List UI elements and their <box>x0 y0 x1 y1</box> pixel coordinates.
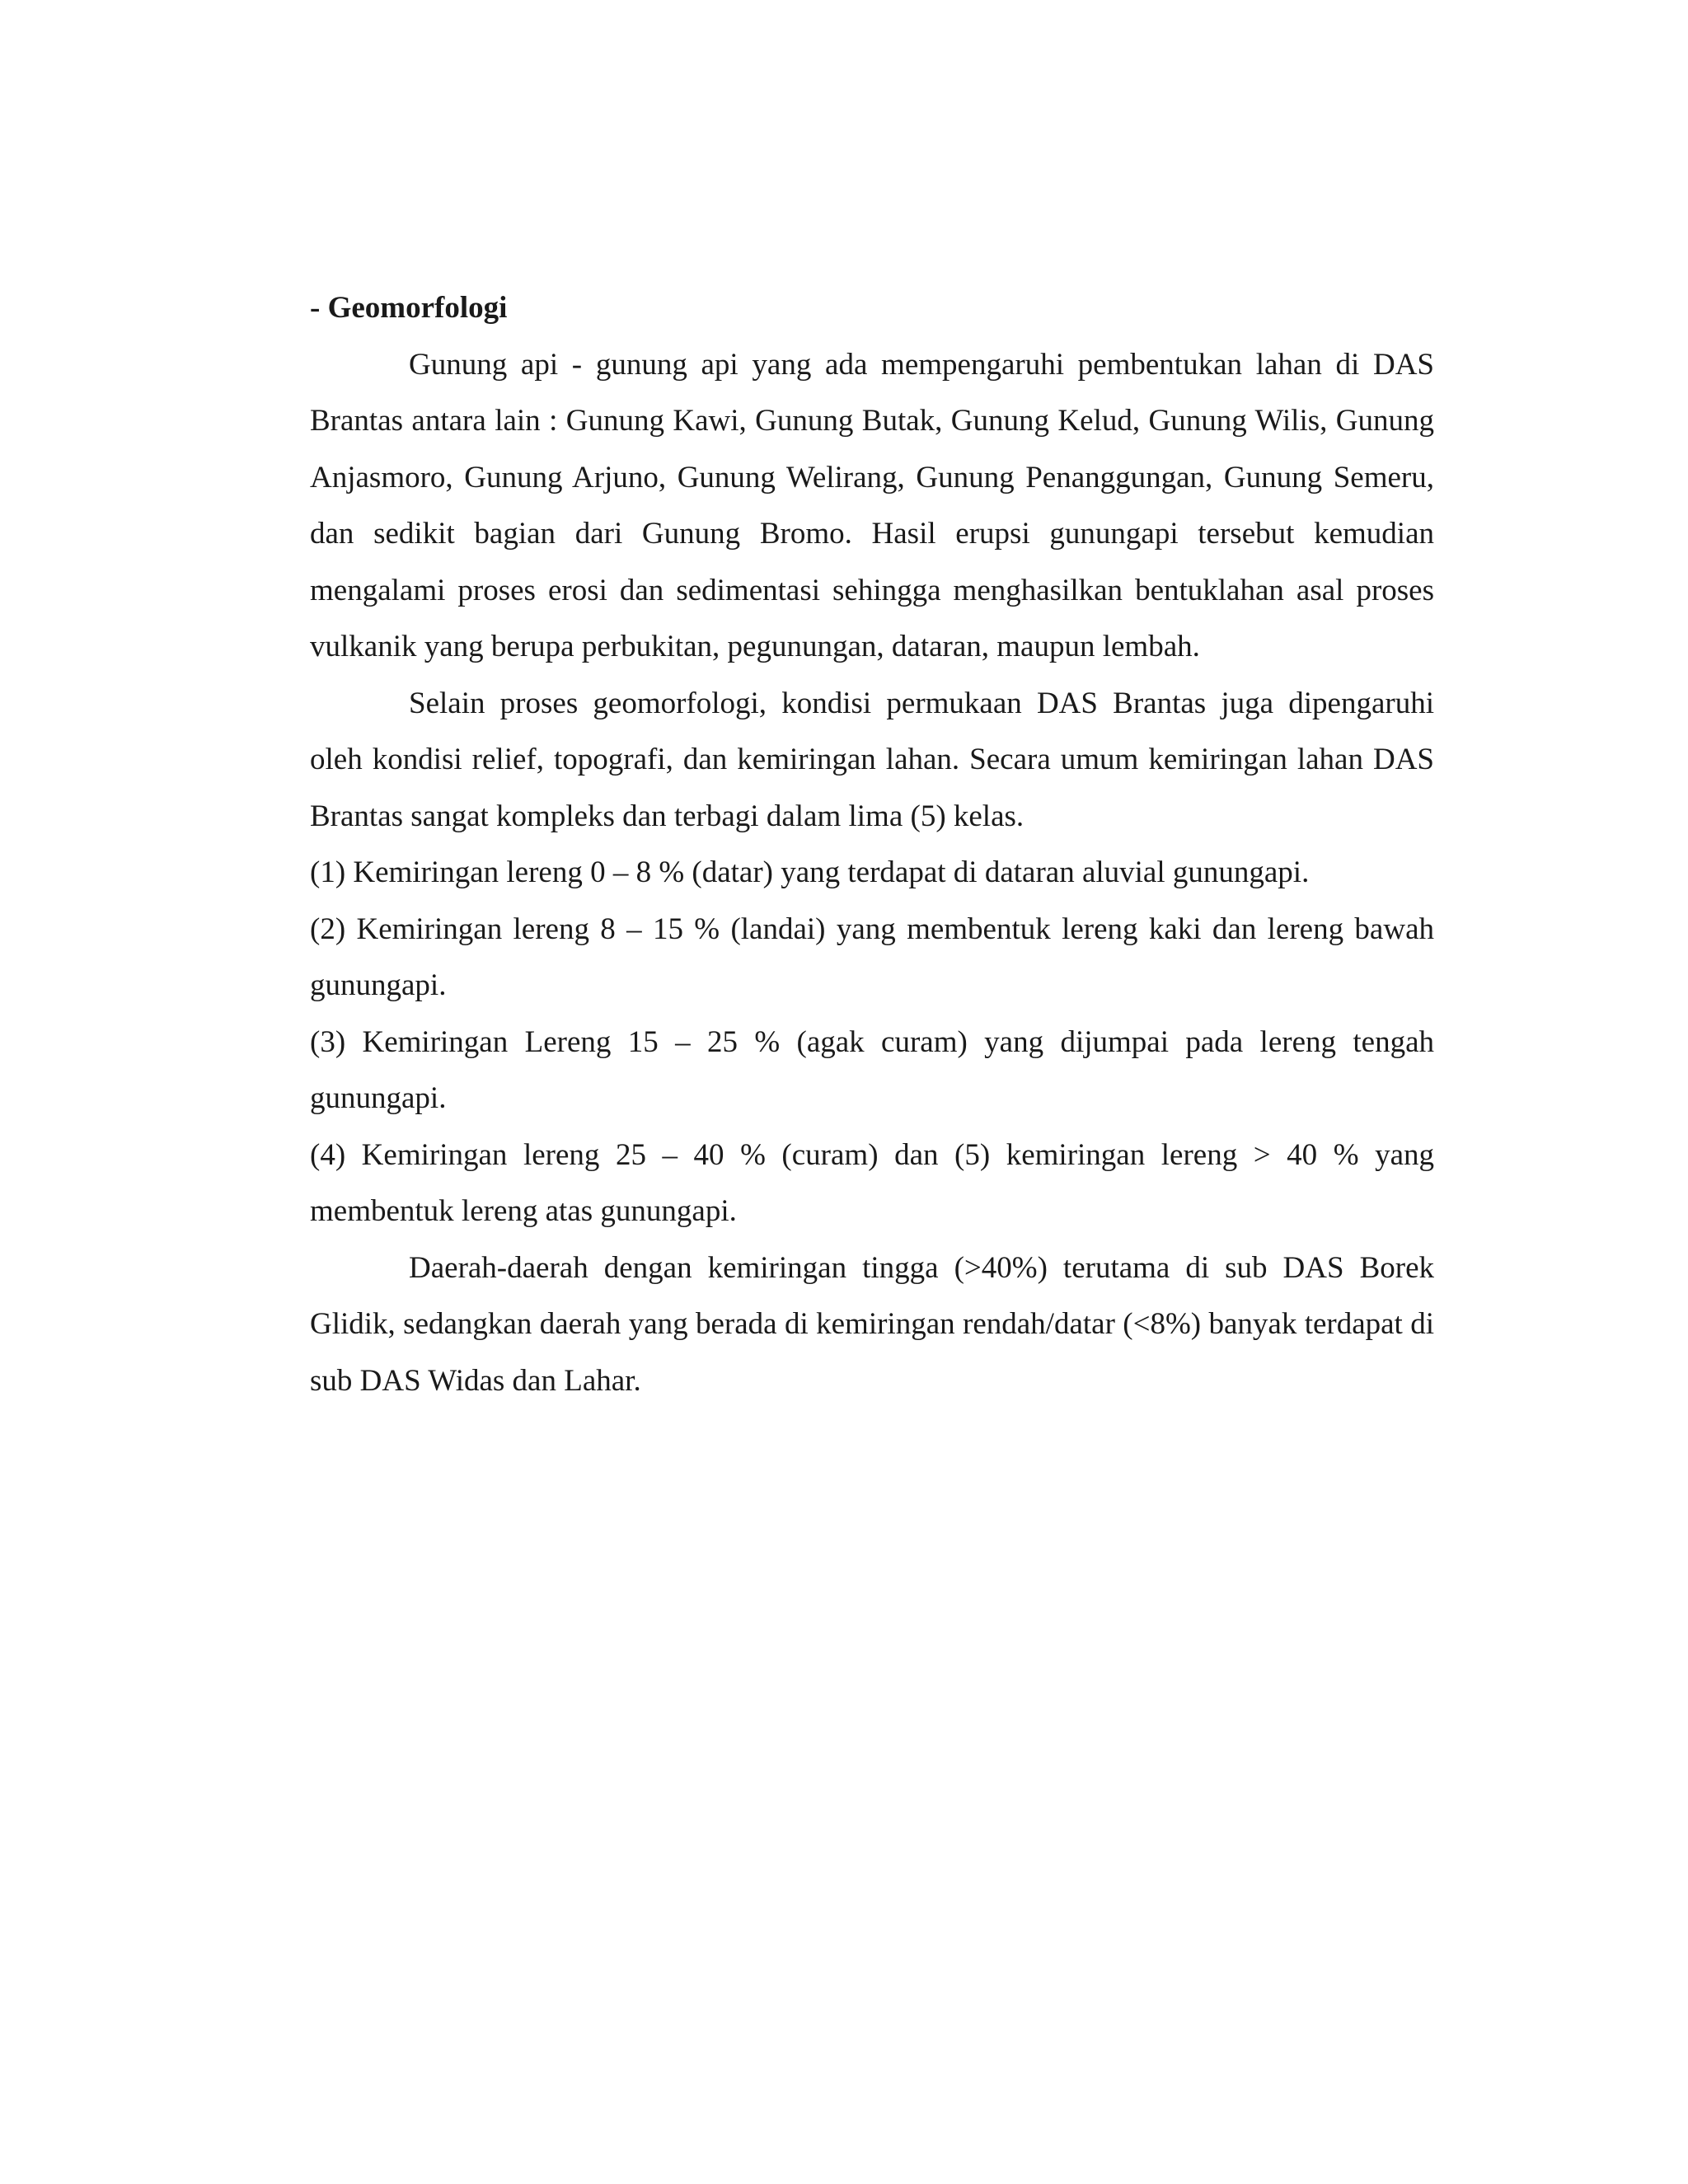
document-body <box>310 280 1434 1409</box>
section-heading: - Geomorfologi <box>310 291 508 325</box>
paragraph-volcanoes: Gunung api - gunung api yang ada mempengaruhi pembentukan lahan di DAS Brantas antara lain : Gunung Kawi, Gunung Butak, Gunung Kelud, Gunung Wilis, Gunung Anjasmoro, Gunung Arjuno, Gunung Welirang, Gunung Penanggungan, Gunung Semeru, dan sedikit bagian dari Gunung Bromo. Hasil erupsi gunungapi tersebut kemudian mengalami proses erosi dan sedimentasi sehingga menghasilkan bentuklahan asal proses vulkanik yang berupa perbukitan, pegunungan, dataran, maupun lembah. <box>310 347 1434 663</box>
list-item: (4) Kemiringan lereng 25 – 40 % (curam) dan (5) kemiringan lereng > 40 % yang membentuk lereng atas gunungapi. <box>310 1137 1434 1228</box>
paragraph-conclusion: Daerah-daerah dengan kemiringan tingga (>40%) terutama di sub DAS Borek Glidik, sedangkan daerah yang berada di kemiringan rendah/datar (<8%) banyak terdapat di sub DAS Widas dan Lahar. <box>310 1250 1434 1398</box>
paragraph-slope-intro: Selain proses geomorfologi, kondisi permukaan DAS Brantas juga dipengaruhi oleh kondisi relief, topografi, dan kemiringan lahan. Secara umum kemiringan lahan DAS Brantas sangat kompleks dan terbagi dalam lima (5) kelas. <box>310 686 1434 833</box>
list-item: (3) Kemiringan Lereng 15 – 25 % (agak curam) yang dijumpai pada lereng tengah gunungapi. <box>310 1024 1434 1115</box>
slope-class-list <box>310 845 1434 1240</box>
list-item: (2) Kemiringan lereng 8 – 15 % (landai) yang membentuk lereng kaki dan lereng bawah gunungapi. <box>310 912 1434 1002</box>
list-item: (1) Kemiringan lereng 0 – 8 % (datar) yang terdapat di dataran aluvial gunungapi. <box>310 855 1310 889</box>
